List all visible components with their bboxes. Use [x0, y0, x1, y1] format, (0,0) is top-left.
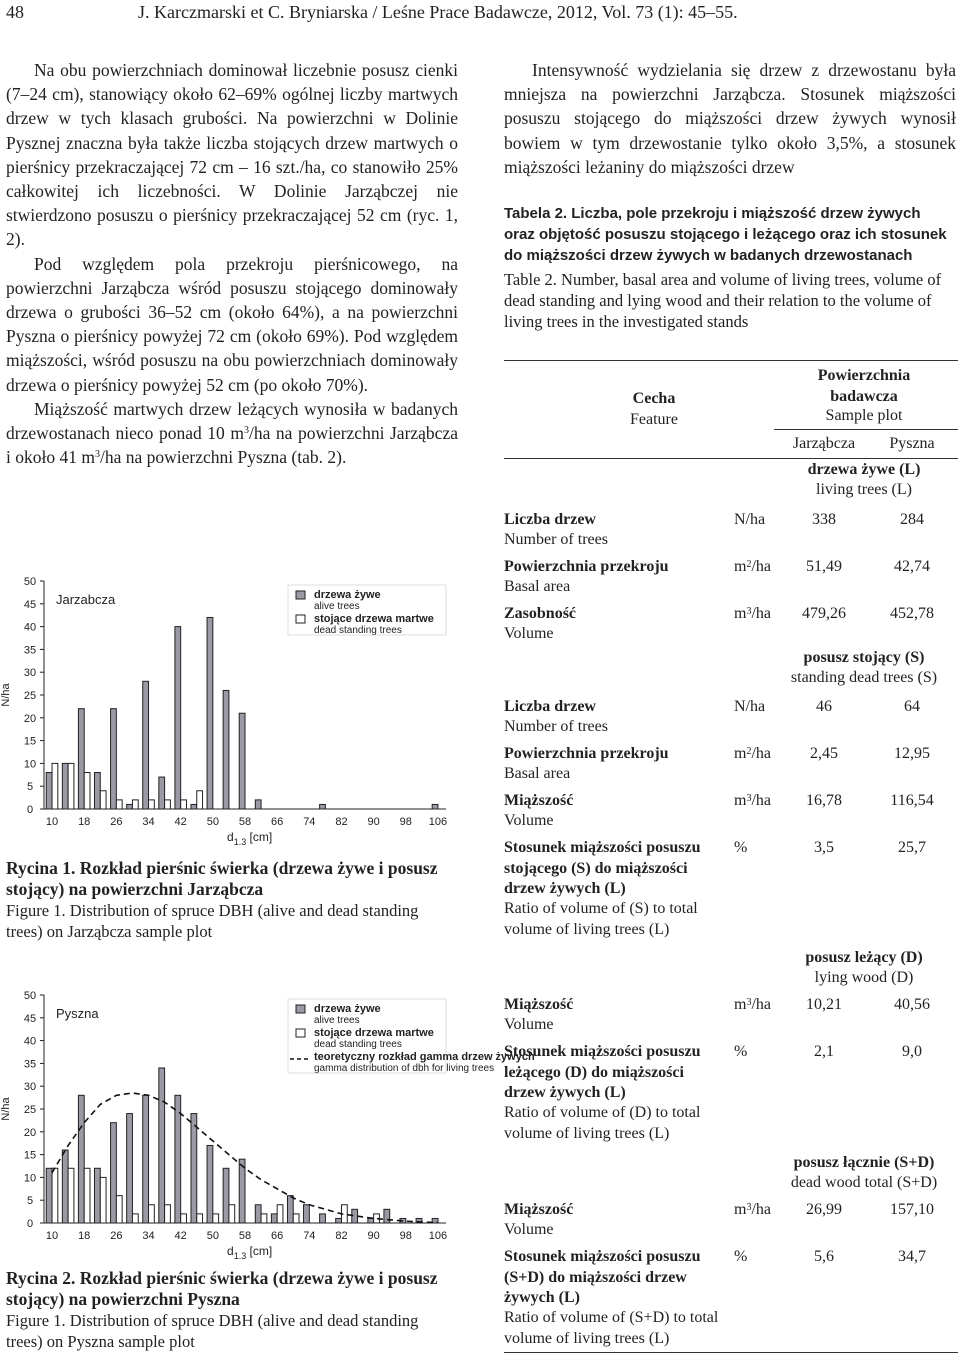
- x-axis-label: $d_{1.3}$ [cm]: [227, 1244, 273, 1261]
- row-unit: $m^3/ha$: [734, 792, 771, 809]
- y-tick-label: 10: [23, 758, 37, 771]
- bar-alive-trees: [143, 681, 149, 809]
- legend-label: drzewa żywe: [314, 1003, 381, 1015]
- value-pyszna: 34,7: [898, 1248, 926, 1265]
- x-tick-label: 74: [303, 1230, 316, 1242]
- bar-dead-standing-trees: [261, 1214, 267, 1223]
- y-tick-label: 10: [23, 1172, 37, 1185]
- value-jarzabcza: 51,49: [806, 558, 842, 575]
- bar-alive-trees: [94, 1168, 100, 1223]
- y-tick-label: 45: [23, 1012, 37, 1025]
- header-col-pyszna: Pyszna: [889, 435, 935, 452]
- value-jarzabcza: 2,45: [810, 745, 838, 762]
- legend-label: teoretyczny rozkład gamma drzew żywych: [314, 1051, 535, 1063]
- bar-alive-trees: [62, 763, 68, 809]
- table-caption: [504, 203, 954, 332]
- y-tick-label: 25: [23, 690, 37, 702]
- row-label-pl: Miąższość: [504, 792, 574, 809]
- figure-1-caption-en: Figure 1. Distribution of spruce DBH (alive and dead standing trees) on Jarząbcza sample plot: [6, 901, 419, 941]
- paragraph: Intensywność wydzielania się drzew z drzewostanu była mniejsza na powierzchni Jarząbcza. Stosunek miąższości posuszu stojącego do miąższości drzew żywych wynosił bowiem w tym drzewostanie tylko około 3,5%, a stosunek miąższości leżaniny do miąższości drzew: [504, 60, 956, 177]
- y-tick-label: 15: [23, 1149, 37, 1162]
- row-label-en: Ratio of volume of (S) to total volume of living trees (L): [504, 900, 698, 938]
- bar-alive-trees: [287, 1196, 293, 1223]
- bar-alive-trees: [239, 1159, 245, 1223]
- bar-dead-standing-trees: [149, 1205, 155, 1223]
- bar-dead-standing-trees: [197, 1214, 203, 1223]
- row-unit: $m^2/ha$: [734, 558, 771, 575]
- y-tick-label: 5: [26, 1195, 34, 1208]
- figure-1-caption-pl: Rycina 1. Rozkład pierśnic świerka (drzewa żywe i posusz stojący) na powierzchni Jarząbcza: [6, 858, 438, 899]
- header-col-jarzabcza: Jarząbcza: [792, 435, 856, 452]
- bar-alive-trees: [207, 1145, 213, 1223]
- left-column-text: [6, 58, 458, 469]
- legend-label-en: gamma distribution of dbh for living trees: [314, 1063, 495, 1074]
- row-unit: %: [734, 1043, 748, 1060]
- y-axis-label: N/ha: [0, 683, 12, 707]
- row-label-en: Number of trees: [504, 531, 608, 548]
- row-label-pl: Liczba drzew: [504, 511, 596, 528]
- y-tick-label: 50: [23, 576, 37, 588]
- x-tick-label: 10: [45, 1230, 59, 1242]
- figure-1-chart: [0, 568, 470, 848]
- legend-swatch: [296, 1005, 305, 1013]
- y-tick-label: 20: [23, 1126, 37, 1139]
- bar-alive-trees: [111, 1123, 117, 1223]
- value-jarzabcza: 16,78: [806, 792, 842, 809]
- x-tick-label: 66: [271, 816, 284, 828]
- x-tick-label: 98: [399, 1230, 412, 1242]
- bar-alive-trees: [127, 804, 133, 809]
- bar-alive-trees: [432, 804, 438, 809]
- section-label-en: dead wood total (S+D): [790, 1174, 938, 1191]
- x-tick-label: 42: [174, 1230, 187, 1242]
- value-jarzabcza: 3,5: [814, 839, 834, 856]
- y-tick-label: 30: [23, 1081, 37, 1094]
- row-unit: N/ha: [734, 511, 766, 528]
- x-tick-label: 26: [110, 816, 123, 828]
- bar-alive-trees: [320, 804, 326, 809]
- value-jarzabcza: 10,21: [806, 996, 842, 1013]
- value-pyszna: 452,78: [890, 605, 934, 622]
- bar-dead-standing-trees: [149, 800, 155, 809]
- y-axis-label: N/ha: [0, 1097, 12, 1121]
- right-column-text: [504, 58, 956, 179]
- legend-label-en: alive trees: [314, 601, 360, 612]
- section-label-en: lying wood (D): [814, 969, 914, 986]
- bar-alive-trees: [271, 1214, 277, 1223]
- value-jarzabcza: 479,26: [802, 605, 846, 622]
- value-pyszna: 64: [904, 698, 920, 715]
- bar-dead-standing-trees: [68, 763, 74, 809]
- paragraph: Na obu powierzchniach dominował liczebnie posusz cienki (7–24 cm), stanowiący około 62–69% ogólnej liczby martwych drzew w tych klasach grubości. Na powierzchni w Dolinie Pysznej znaczna była także liczba stojących drzew martwych o pierśnicy przekraczającej 72 cm – 16 szt./ha, co stanowiło 25% całkowitej ich liczebności. W Dolinie Jarząbczej nie stwierdzono posuszu o pierśnicy przekraczającej 52 cm (ryc. 1, 2).: [6, 60, 458, 250]
- bar-dead-standing-trees: [197, 791, 203, 809]
- bar-alive-trees: [384, 1209, 390, 1223]
- running-title: J. Karczmarski et C. Bryniarska / Leśne Prace Badawcze, 2012, Vol. 73 (1): 45–55.: [138, 2, 738, 22]
- bar-dead-standing-trees: [165, 800, 171, 809]
- bar-alive-trees: [62, 1150, 68, 1223]
- x-tick-label: 106: [428, 1230, 448, 1242]
- x-tick-label: 90: [367, 816, 380, 828]
- legend-swatch: [296, 1029, 305, 1037]
- bar-alive-trees: [127, 1114, 133, 1223]
- x-tick-label: 18: [78, 1230, 91, 1242]
- y-tick-label: 35: [23, 644, 37, 657]
- row-unit: N/ha: [734, 698, 766, 715]
- x-tick-label: 66: [271, 1230, 284, 1242]
- bar-alive-trees: [191, 1114, 197, 1223]
- row-label-pl: Zasobność: [504, 605, 577, 622]
- paragraph: Pod względem pola przekroju pierśnicowego, na powierzchni Jarząbcza wśród posuszu stojącego dominowały drzewa o grubości 36–52 cm (około 64%), a na powierzchni Pyszna o pierśnicy powyżej 72 cm (około 69%). Pod względem miąższości, wśród posuszu na obu powierzchniach dominowały drzewa o pierśnicy powyżej 52 cm (po około 70%).: [6, 253, 458, 395]
- bar-alive-trees: [143, 1095, 149, 1223]
- bar-alive-trees: [304, 1205, 310, 1223]
- bar-alive-trees: [46, 1168, 52, 1223]
- bar-dead-standing-trees: [293, 1214, 299, 1223]
- header-feature-en: Feature: [630, 411, 678, 428]
- figure-2-caption-en: Figure 1. Distribution of spruce DBH (alive and dead standing trees) on Pyszna sample plot: [6, 1311, 419, 1351]
- row-unit: %: [734, 839, 748, 856]
- bar-alive-trees: [320, 1214, 326, 1223]
- x-tick-label: 50: [206, 1230, 219, 1242]
- value-pyszna: 9,0: [902, 1043, 922, 1060]
- y-tick-label: 5: [26, 781, 34, 794]
- bar-alive-trees: [191, 804, 197, 809]
- y-tick-label: 25: [23, 1104, 37, 1116]
- legend-label-en: dead standing trees: [314, 625, 402, 636]
- x-tick-label: 10: [45, 816, 59, 828]
- bar-alive-trees: [207, 617, 213, 809]
- row-label-pl: Powierzchnia przekroju: [504, 558, 669, 575]
- x-tick-label: 34: [142, 1230, 155, 1242]
- bar-dead-standing-trees: [116, 800, 122, 809]
- bar-dead-standing-trees: [277, 1205, 283, 1223]
- y-tick-label: 40: [23, 1035, 37, 1048]
- y-tick-label: 35: [23, 1058, 37, 1071]
- table-bottom-rule: [504, 1352, 958, 1353]
- row-unit: $m^3/ha$: [734, 605, 771, 622]
- plot-title: Pyszna: [56, 1006, 99, 1021]
- row-label-pl: Powierzchnia przekroju: [504, 745, 669, 762]
- bar-dead-standing-trees: [116, 1196, 122, 1223]
- bar-alive-trees: [368, 1218, 374, 1223]
- value-jarzabcza: 46: [816, 698, 832, 715]
- section-label-pl: posusz stojący (S): [803, 649, 925, 666]
- x-tick-label: 82: [335, 1230, 348, 1242]
- row-label-en: Ratio of volume of (S+D) to total volume of living trees (L): [504, 1309, 719, 1347]
- legend-swatch: [296, 591, 305, 599]
- y-tick-label: 0: [26, 804, 34, 816]
- bar-alive-trees: [78, 709, 84, 809]
- bar-dead-standing-trees: [165, 1205, 171, 1223]
- legend-label: stojące drzewa martwe: [314, 1027, 434, 1039]
- row-unit: $m^2/ha$: [734, 745, 771, 762]
- value-pyszna: 40,56: [894, 996, 930, 1013]
- bar-dead-standing-trees: [181, 1214, 187, 1223]
- x-tick-label: 50: [206, 816, 219, 828]
- y-tick-label: 50: [23, 990, 37, 1002]
- y-tick-label: 45: [23, 598, 37, 611]
- y-tick-label: 0: [26, 1218, 34, 1230]
- bar-dead-standing-trees: [181, 800, 187, 809]
- section-label-en: living trees (L): [816, 481, 912, 498]
- bar-alive-trees: [46, 773, 52, 809]
- value-pyszna: 157,10: [890, 1201, 934, 1218]
- bar-alive-trees: [175, 627, 181, 809]
- bar-dead-standing-trees: [132, 1214, 138, 1223]
- bar-alive-trees: [111, 709, 117, 809]
- header-plot-en: Sample plot: [825, 407, 903, 424]
- value-jarzabcza: 338: [812, 511, 836, 528]
- bar-alive-trees: [336, 1218, 342, 1223]
- value-pyszna: 284: [900, 511, 924, 528]
- bar-dead-standing-trees: [84, 1168, 90, 1223]
- plot-title: Jarzabcza: [56, 592, 116, 607]
- y-tick-label: 30: [23, 667, 37, 680]
- row-label-en: Volume: [504, 625, 554, 642]
- value-pyszna: 12,95: [894, 745, 930, 762]
- legend-swatch: [296, 615, 305, 623]
- legend-label-en: dead standing trees: [314, 1039, 402, 1050]
- value-jarzabcza: 26,99: [806, 1201, 842, 1218]
- bar-dead-standing-trees: [213, 1214, 219, 1223]
- x-tick-label: 34: [142, 816, 155, 828]
- legend-label-en: alive trees: [314, 1015, 360, 1026]
- x-tick-label: 90: [367, 1230, 380, 1242]
- bar-alive-trees: [255, 1205, 261, 1223]
- bar-dead-standing-trees: [132, 800, 138, 809]
- row-label-en: Basal area: [504, 578, 571, 595]
- row-unit: $m^3/ha$: [734, 996, 771, 1013]
- bar-dead-standing-trees: [52, 763, 58, 809]
- bar-dead-standing-trees: [84, 773, 90, 809]
- row-label-en: Volume: [504, 1016, 554, 1033]
- bar-alive-trees: [239, 713, 245, 809]
- row-label-en: Volume: [504, 1221, 554, 1238]
- row-label-en: Volume: [504, 812, 554, 829]
- row-label-pl: Miąższość: [504, 996, 574, 1013]
- x-tick-label: 74: [303, 816, 316, 828]
- section-label-pl: posusz łącznie (S+D): [793, 1154, 935, 1171]
- table-caption-en: Table 2. Number, basal area and volume of living trees, volume of dead standing and lying wood and their relation to the volume of living trees in the investigated stands: [504, 270, 942, 331]
- row-label-pl: Liczba drzew: [504, 698, 596, 715]
- x-tick-label: 106: [428, 816, 448, 828]
- header-feature-pl: Cecha: [632, 390, 676, 407]
- row-unit: $m^3/ha$: [734, 1201, 771, 1218]
- bar-alive-trees: [94, 773, 100, 809]
- value-jarzabcza: 5,6: [814, 1248, 834, 1265]
- table-caption-pl: Tabela 2. Liczba, pole przekroju i miąższość drzew żywych oraz objętość posuszu stojącego i leżącego oraz ich stosunek do miąższości drzew żywych w badanych drzewostanach: [504, 205, 947, 264]
- value-pyszna: 42,74: [894, 558, 930, 575]
- bar-alive-trees: [255, 800, 261, 809]
- bar-dead-standing-trees: [68, 1168, 74, 1223]
- row-label-pl: Stosunek miąższości posuszu stojącego (S) do miąższości drzew żywych (L): [504, 839, 701, 897]
- bar-alive-trees: [175, 1095, 181, 1223]
- section-label-en: standing dead trees (S): [790, 669, 938, 686]
- row-unit: %: [734, 1248, 748, 1265]
- row-label-en: Number of trees: [504, 718, 608, 735]
- bar-alive-trees: [78, 1095, 84, 1223]
- bar-dead-standing-trees: [100, 1177, 106, 1223]
- x-tick-label: 58: [238, 1230, 252, 1242]
- bar-dead-standing-trees: [229, 1205, 235, 1223]
- y-tick-label: 20: [23, 712, 37, 725]
- y-tick-label: 40: [23, 621, 37, 634]
- legend-label: stojące drzewa martwe: [314, 613, 434, 625]
- bar-dead-standing-trees: [52, 1168, 58, 1223]
- header-plot-pl: Powierzchnia badawcza: [817, 367, 911, 405]
- bar-alive-trees: [159, 777, 165, 809]
- value-jarzabcza: 2,1: [814, 1043, 834, 1060]
- section-label-pl: posusz leżący (D): [805, 949, 923, 966]
- x-tick-label: 42: [174, 816, 187, 828]
- paragraph: Miąższość martwych drzew leżących wynosiła w badanych drzewostanach nieco ponad 10 $m^3/ha$ na powierzchni Jarząbcza i około 41 $m^3/ha$ na powierzchni Pyszna (tab. 2).: [6, 398, 458, 468]
- value-pyszna: 25,7: [898, 839, 926, 856]
- figure-2-caption: [6, 1268, 458, 1352]
- bar-dead-standing-trees: [100, 791, 106, 809]
- y-tick-label: 15: [23, 735, 37, 748]
- x-axis-label: $d_{1.3}$ [cm]: [227, 830, 273, 847]
- figure-1-caption: [6, 858, 458, 942]
- row-label-en: Ratio of volume of (D) to total volume of living trees (L): [504, 1104, 701, 1142]
- bar-alive-trees: [223, 690, 229, 809]
- x-tick-label: 82: [335, 816, 348, 828]
- x-tick-label: 18: [78, 816, 91, 828]
- bar-alive-trees: [223, 1168, 229, 1223]
- figure-2-caption-pl: Rycina 2. Rozkład pierśnic świerka (drzewa żywe i posusz stojący) na powierzchni Pyszna: [6, 1268, 438, 1309]
- x-tick-label: 98: [399, 816, 412, 828]
- page-number: 48: [6, 2, 24, 22]
- x-tick-label: 26: [110, 1230, 123, 1242]
- row-label-pl: Stosunek miąższości posuszu leżącego (D) do miąższości drzew żywych (L): [504, 1043, 701, 1101]
- value-pyszna: 116,54: [890, 792, 934, 809]
- section-label-pl: drzewa żywe (L): [807, 461, 921, 478]
- row-label-pl: Miąższość: [504, 1201, 574, 1218]
- bar-alive-trees: [159, 1068, 165, 1223]
- x-tick-label: 58: [238, 816, 252, 828]
- row-label-en: Basal area: [504, 765, 571, 782]
- row-label-pl: Stosunek miąższości posuszu (S+D) do miąższości drzew żywych (L): [504, 1248, 701, 1306]
- legend-label: drzewa żywe: [314, 589, 381, 601]
